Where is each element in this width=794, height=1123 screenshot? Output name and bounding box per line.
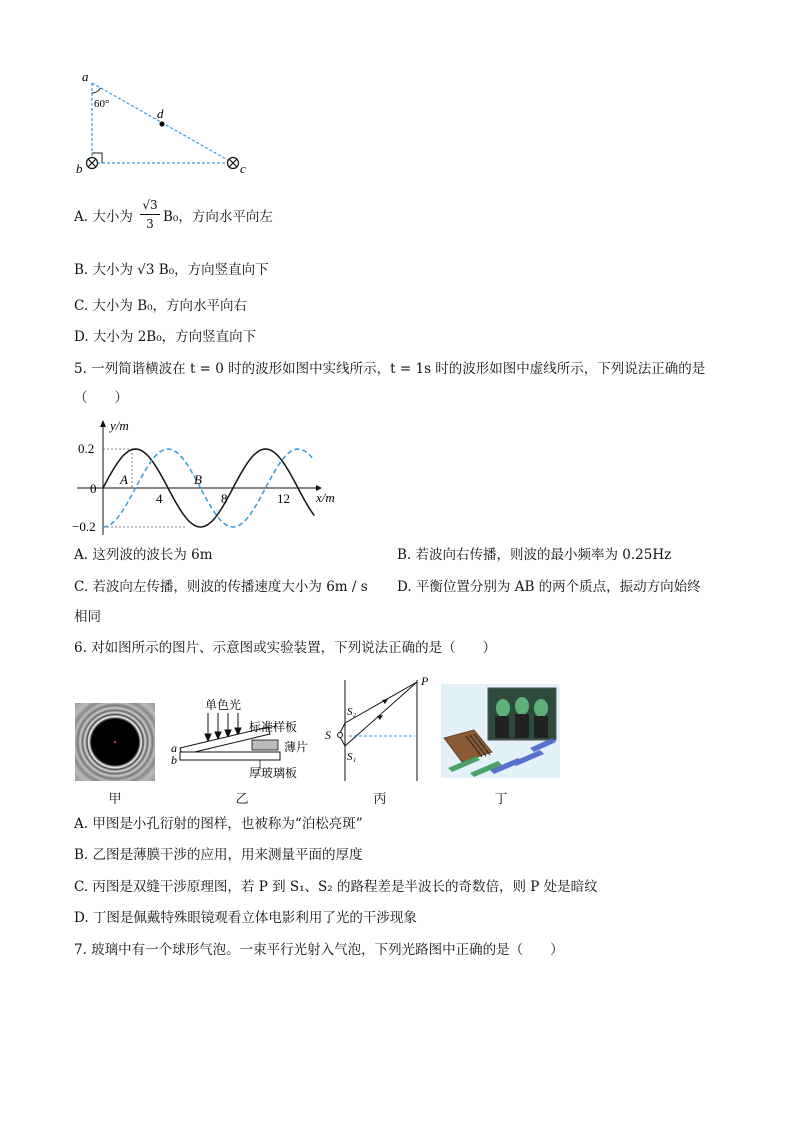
label-c: c (240, 161, 246, 176)
q5-option-d: D. 平衡位置分别为 AB 的两个质点，振动方向始终 (397, 579, 701, 595)
q4-option-c: C. 大小为 B₀，方向水平向右 (74, 298, 248, 314)
q6-option-d: D. 丁图是佩戴特殊眼镜观看立体电影利用了光的干涉现象 (74, 910, 417, 926)
q5-option-d-cont: 相同 (74, 609, 101, 625)
label-thin-sheet: 薄片 (284, 740, 309, 754)
y-tick-0.2: 0.2 (78, 441, 95, 456)
q5-answer-paren: （ ） (74, 390, 128, 406)
angle-label: 60° (94, 98, 110, 110)
q5-option-c: C. 若波向左传播，则波的传播速度大小为 6m / s (74, 579, 368, 595)
caption-jia: 甲 (108, 792, 122, 807)
q5-stem: 5. 一列简谐横波在 t = 0 时的波形如图中实线所示，t = 1s 时的波形如图中虚线所示，下列说法正确的是 (74, 361, 706, 377)
point-a-label: A (120, 472, 128, 487)
y-tick-neg0.2: −0.2 (72, 519, 96, 534)
q6-option-a: A. 甲图是小孔衍射的图样，也被称为“泊松亮斑” (74, 816, 363, 832)
q6-option-b: B. 乙图是薄膜干涉的应用，用来测量平面的厚度 (74, 847, 363, 863)
label-b: b (76, 161, 83, 176)
label-b-wedge: b (171, 753, 177, 767)
y-tick-0: 0 (90, 481, 97, 496)
x-tick-8: 8 (221, 491, 228, 506)
q4-option-d: D. 大小为 2B₀，方向竖直向下 (74, 329, 257, 345)
caption-yi: 乙 (235, 792, 249, 807)
q4-option-a-prefix: A. 大小为 (74, 209, 133, 225)
label-s: S (325, 728, 331, 742)
label-a-wedge: a (171, 741, 177, 755)
x-tick-12: 12 (277, 491, 290, 506)
q5-option-b: B. 若波向右传播，则波的最小频率为 0.25Hz (397, 547, 672, 563)
caption-bing: 丙 (373, 792, 387, 807)
q4-option-a-suffix: B₀，方向水平向左 (163, 209, 273, 225)
label-monochromatic: 单色光 (205, 698, 242, 712)
q7-stem: 7. 玻璃中有一个球形气泡。一束平行光射入气泡，下列光路图中正确的是（ ） (74, 942, 564, 958)
point-b-label: B (194, 472, 202, 487)
label-s2: S₂ (347, 706, 357, 718)
fraction-denominator: 3 (146, 217, 154, 231)
x-tick-4: 4 (156, 491, 163, 506)
fraction-numerator: √3 (142, 198, 158, 212)
label-standard-plate: 标准样板 (249, 720, 298, 734)
x-axis-label: x/m (316, 490, 335, 505)
q6-stem: 6. 对如图所示的图片、示意图或实验装置，下列说法正确的是（ ） (74, 640, 497, 656)
q4-option-b: B. 大小为 √3 B₀，方向竖直向下 (74, 262, 269, 278)
label-d: d (157, 106, 164, 121)
label-thick-glass: 厚玻璃板 (249, 766, 298, 780)
label-a: a (82, 69, 89, 84)
label-p: P (421, 674, 429, 688)
label-s1: S₁ (347, 751, 357, 763)
caption-ding: 丁 (494, 792, 508, 807)
y-axis-label: y/m (110, 418, 129, 433)
q5-option-a: A. 这列波的波长为 6m (74, 547, 213, 563)
q6-option-c: C. 丙图是双缝干涉原理图，若 P 到 S₁、S₂ 的路程差是半波长的奇数倍，则 P 处是暗纹 (74, 879, 598, 895)
